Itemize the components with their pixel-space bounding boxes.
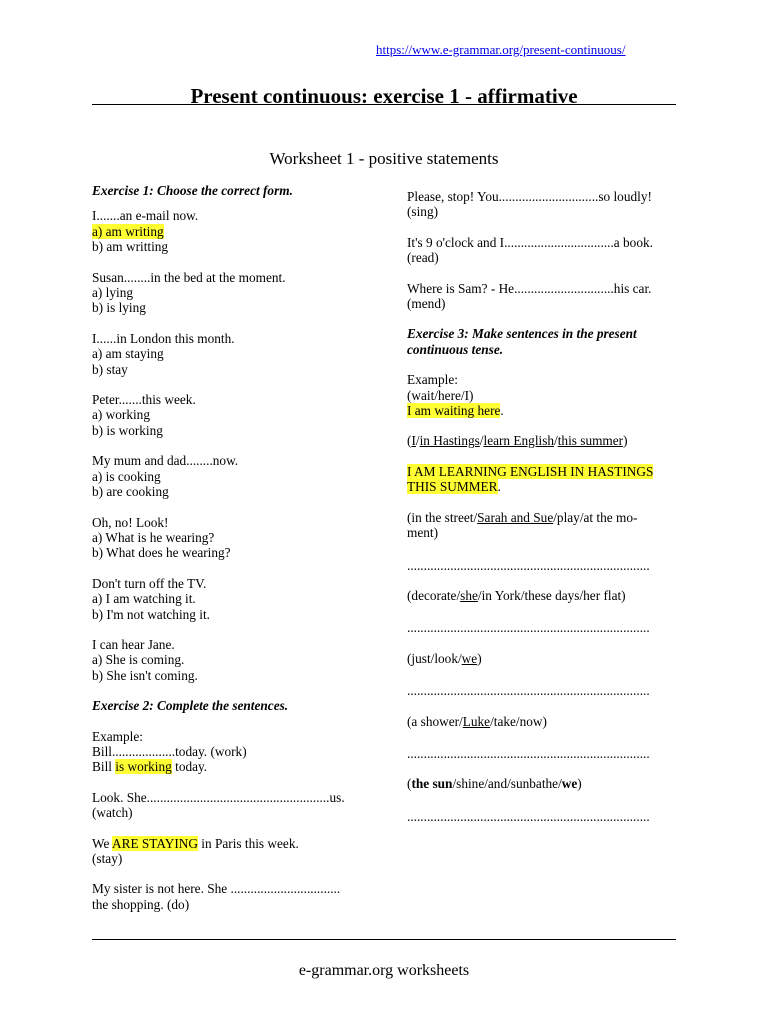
ex1-q7-option-a: a) I am watching it. [92, 591, 196, 607]
ex3-answer-blank-1[interactable]: ......................................................................... [407, 557, 650, 573]
source-url-link[interactable]: https://www.e-grammar.org/present-continuous/ [376, 42, 626, 57]
ex3-example-prompt: (wait/here/I) [407, 387, 474, 403]
text-part: /shine/and/sunbathe/ [452, 776, 562, 792]
ex1-q8-option-a: a) She is coming. [92, 652, 185, 668]
underlined-word: I [411, 433, 416, 449]
ex3-answer-1-line1 [407, 464, 682, 479]
text-part: /take/now) [490, 713, 547, 729]
page-title: Present continuous: exercise 1 - affirmative [190, 84, 578, 108]
ex1-q5-option-b: b) are cooking [92, 484, 169, 500]
footer-text: e-grammar.org worksheets [298, 962, 470, 979]
highlighted-answer: a) am writing [92, 223, 164, 239]
text-part: We [92, 835, 112, 851]
left-column [92, 183, 377, 912]
highlighted-answer: THIS SUMMER [407, 479, 498, 495]
text-part: ( [407, 776, 412, 792]
ex1-q6: Oh, no! Look! [92, 514, 169, 530]
ex1-q2-option-b: b) is lying [92, 300, 146, 316]
text-part: today. [171, 759, 208, 775]
ex2-we-line1 [92, 836, 377, 851]
underlined-word: she [460, 587, 478, 603]
ex1-q1-option-b: b) am writting [92, 239, 169, 255]
ex1-q2: Susan........in the bed at the moment. [92, 269, 286, 285]
highlighted-answer: I am waiting here [407, 403, 501, 419]
text-part: ) [477, 650, 482, 666]
underlined-word: in Hastings [419, 433, 480, 449]
bold-word: the sun [411, 776, 453, 792]
ex1-q8-option-b: b) She isn't coming. [92, 667, 198, 683]
worksheet-subtitle: Worksheet 1 - positive statements [269, 149, 499, 168]
ex2-look-line2: (watch) [92, 805, 133, 821]
ex1-q6-option-b: b) What does he wearing? [92, 545, 231, 561]
exercise-3-heading-line1: Exercise 3: Make sentences in the present [407, 326, 637, 342]
right-column [407, 189, 682, 824]
text-part: / [415, 433, 420, 449]
underlined-word: we [461, 650, 478, 666]
ex2-nine-line1: It's 9 o'clock and I.................................a book. [407, 234, 653, 250]
ex3-prompt-3 [407, 588, 682, 603]
ex1-q4-option-b: b) is working [92, 422, 163, 438]
ex1-q7: Don't turn off the TV. [92, 575, 207, 591]
ex2-sam-line1: Where is Sam? - He..............................his car. [407, 280, 652, 296]
ex2-example-label: Example: [92, 728, 143, 744]
text-part: / [479, 433, 484, 449]
ex2-please-line2: (sing) [407, 204, 439, 220]
text-part: (in the street/ [407, 509, 478, 525]
ex2-example-question: Bill...................today. (work) [92, 743, 247, 759]
text-part: (decorate/ [407, 587, 461, 603]
underlined-word: this summer [557, 433, 624, 449]
ex3-example-answer [407, 403, 682, 418]
text-part: . [497, 479, 501, 495]
ex1-q7-option-b: b) I'm not watching it. [92, 606, 210, 622]
text-part: (just/look/ [407, 650, 462, 666]
ex3-example-label: Example: [407, 372, 458, 388]
exercise-3-heading-line2: continuous tense. [407, 341, 504, 357]
ex1-q5: My mum and dad........now. [92, 453, 239, 469]
ex2-look-line1: Look. She.......................................................us. [92, 789, 345, 805]
ex3-prompt-4 [407, 651, 682, 666]
ex1-q4-option-a: a) working [92, 407, 150, 423]
ex2-sister-line1: My sister is not here. She ................................. [92, 881, 341, 897]
ex2-sam-line2: (mend) [407, 296, 446, 312]
text-part: /in York/these days/her flat) [477, 587, 626, 603]
exercise-2-heading: Exercise 2: Complete the sentences. [92, 698, 289, 714]
ex1-q3-option-b: b) stay [92, 361, 128, 377]
highlighted-answer: I AM LEARNING ENGLISH IN HASTINGS [407, 463, 654, 479]
text-part: in Paris this week. [197, 835, 299, 851]
exercise-1-heading: Exercise 1: Choose the correct form. [92, 183, 293, 198]
highlighted-answer: is working [115, 759, 172, 775]
text-part: ) [577, 776, 582, 792]
ex2-we-line2: (stay) [92, 851, 123, 866]
text-part: (a shower/ [407, 713, 463, 729]
footer-divider [92, 939, 676, 940]
ex1-q1: I.......an e-mail now. [92, 208, 199, 224]
text-part: ( [407, 433, 412, 449]
title-underline [92, 104, 676, 105]
ex3-prompt-6 [407, 776, 682, 791]
bold-word: we [561, 776, 578, 792]
underlined-word: Sarah and Sue [477, 509, 554, 525]
highlighted-answer: ARE STAYING [111, 835, 198, 851]
ex1-q3-option-a: a) am staying [92, 346, 164, 362]
text-part: . [500, 403, 504, 419]
ex3-prompt-2-line2: ment) [407, 525, 439, 541]
ex1-q3: I......in London this month. [92, 330, 235, 346]
text-part: ) [623, 433, 628, 449]
underlined-word: learn English [483, 433, 555, 449]
ex3-prompt-2-line1 [407, 510, 682, 525]
ex2-sister-line2: the shopping. (do) [92, 896, 190, 912]
ex1-q2-option-a: a) lying [92, 285, 133, 301]
text-part: Bill [92, 759, 116, 775]
ex3-prompt-1 [407, 433, 682, 448]
ex3-answer-blank-4[interactable]: ......................................................................... [407, 745, 650, 761]
underlined-word: Luke [462, 713, 491, 729]
ex2-example-answer [92, 759, 377, 774]
ex3-answer-1-line2 [407, 479, 682, 494]
text-part: / [554, 433, 558, 449]
ex1-q6-option-a: a) What is he wearing? [92, 529, 215, 545]
ex2-please-line1: Please, stop! You..............................so loudly! [407, 189, 652, 204]
text-part: /play/at the mo- [553, 509, 638, 525]
ex1-q4: Peter.......this week. [92, 392, 196, 408]
ex2-nine-line2: (read) [407, 250, 439, 266]
ex1-q8: I can hear Jane. [92, 636, 175, 652]
ex3-answer-blank-2[interactable]: ......................................................................... [407, 620, 650, 636]
ex1-q5-option-a: a) is cooking [92, 468, 161, 484]
ex3-answer-blank-3[interactable]: ......................................................................... [407, 683, 650, 699]
ex1-q1-option-a [92, 224, 377, 239]
ex3-prompt-5 [407, 714, 682, 729]
ex3-answer-blank-5[interactable]: ......................................................................... [407, 808, 650, 824]
